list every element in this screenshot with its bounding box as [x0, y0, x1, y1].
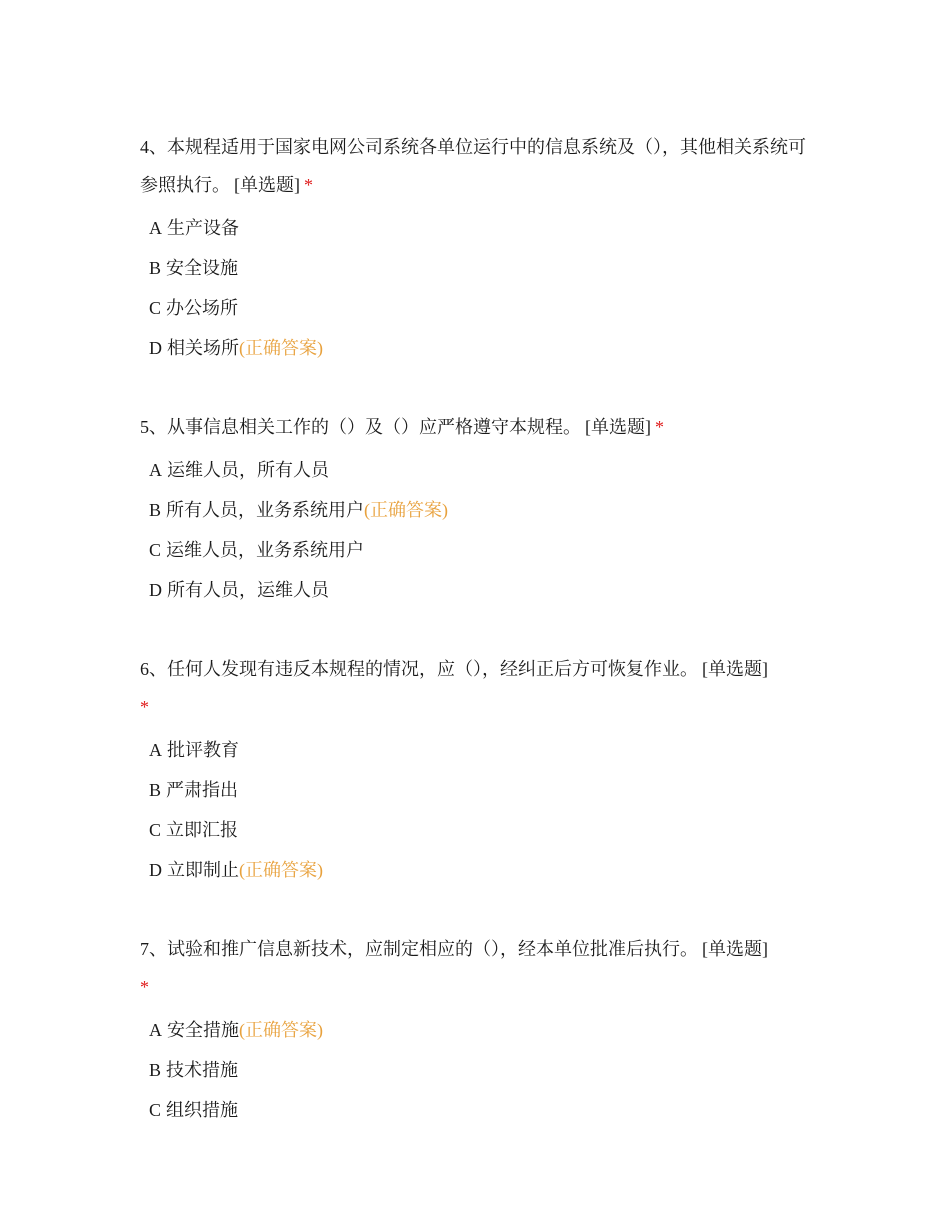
- question-title: [140, 128, 810, 204]
- option-text: 立即制止: [167, 860, 239, 880]
- option-text: 运维人员，所有人员: [167, 460, 329, 480]
- question-6: [140, 650, 810, 890]
- option-d[interactable]: [140, 328, 810, 368]
- required-marker: *: [140, 977, 149, 997]
- option-letter: A: [149, 740, 162, 760]
- option-text: 技术措施: [166, 1060, 239, 1080]
- required-marker: *: [140, 697, 149, 717]
- option-b[interactable]: [140, 490, 810, 530]
- option-letter: C: [149, 1100, 162, 1120]
- option-a[interactable]: [140, 208, 810, 248]
- question-text: 5、从事信息相关工作的（）及（）应严格遵守本规程。: [140, 417, 581, 437]
- question-text: 7、试验和推广信息新技术，应制定相应的（），经本单位批准后执行。: [140, 939, 698, 959]
- required-marker: *: [304, 175, 313, 195]
- question-text: 6、任何人发现有违反本规程的情况，应（），经纠正后方可恢复作业。: [140, 659, 698, 679]
- option-d[interactable]: [140, 850, 810, 890]
- option-letter: A: [149, 218, 162, 238]
- question-list: [140, 128, 810, 1170]
- question-title: [140, 650, 810, 726]
- option-letter: C: [149, 540, 162, 560]
- option-letter: B: [149, 500, 162, 520]
- option-text: 严肃指出: [166, 780, 239, 800]
- option-text: 相关场所: [167, 338, 239, 358]
- question-type: [单选题]: [585, 417, 651, 437]
- option-letter: D: [149, 338, 162, 358]
- question-5: [140, 408, 810, 610]
- option-b[interactable]: [140, 248, 810, 288]
- option-text: 所有人员，运维人员: [167, 580, 329, 600]
- question-title: [140, 930, 810, 1006]
- question-4: [140, 128, 810, 368]
- option-text: 安全措施: [167, 1020, 239, 1040]
- option-text: 办公场所: [166, 298, 239, 318]
- correct-answer-label: (正确答案): [239, 338, 323, 358]
- option-text: 立即汇报: [166, 820, 239, 840]
- option-text: 所有人员，业务系统用户: [166, 500, 365, 520]
- option-c[interactable]: [140, 810, 810, 850]
- question-7: [140, 930, 810, 1130]
- option-b[interactable]: [140, 770, 810, 810]
- required-marker: *: [655, 417, 664, 437]
- question-type: [单选题]: [234, 175, 300, 195]
- option-text: 运维人员，业务系统用户: [166, 540, 365, 560]
- option-letter: B: [149, 1060, 162, 1080]
- option-text: 生产设备: [167, 218, 239, 238]
- correct-answer-label: (正确答案): [239, 1020, 323, 1040]
- option-c[interactable]: [140, 530, 810, 570]
- option-a[interactable]: [140, 730, 810, 770]
- option-text: 组织措施: [166, 1100, 239, 1120]
- option-letter: D: [149, 860, 162, 880]
- option-letter: D: [149, 580, 162, 600]
- option-c[interactable]: [140, 1090, 810, 1130]
- option-letter: B: [149, 780, 162, 800]
- option-c[interactable]: [140, 288, 810, 328]
- question-type: [单选题]: [702, 659, 768, 679]
- option-letter: B: [149, 258, 162, 278]
- option-text: 安全设施: [166, 258, 239, 278]
- option-text: 批评教育: [167, 740, 239, 760]
- option-d[interactable]: [140, 570, 810, 610]
- option-letter: C: [149, 820, 162, 840]
- question-type: [单选题]: [702, 939, 768, 959]
- option-letter: A: [149, 460, 162, 480]
- question-title: [140, 408, 810, 446]
- correct-answer-label: (正确答案): [239, 860, 323, 880]
- option-letter: A: [149, 1020, 162, 1040]
- option-a[interactable]: [140, 1010, 810, 1050]
- option-b[interactable]: [140, 1050, 810, 1090]
- option-a[interactable]: [140, 450, 810, 490]
- correct-answer-label: (正确答案): [364, 500, 449, 520]
- question-text: 4、本规程适用于国家电网公司系统各单位运行中的信息系统及（），其他相关系统可参照执行。: [140, 137, 806, 195]
- option-letter: C: [149, 298, 162, 318]
